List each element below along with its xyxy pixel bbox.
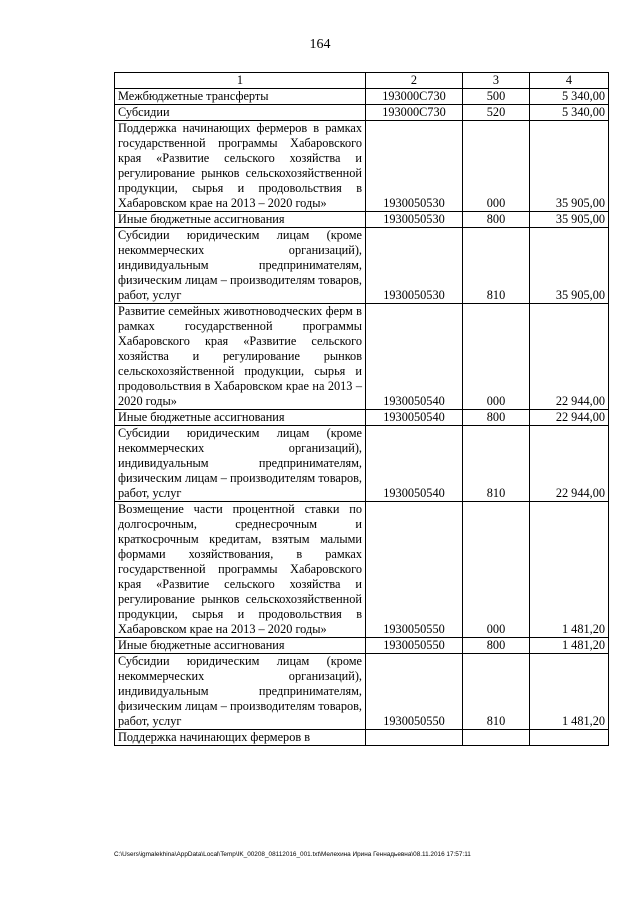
row-code-cell: 1930050550 [366, 502, 463, 638]
row-name-cell: Субсидии юридическим лицам (кроме некоммерческих организаций), индивидуальным предпринимателям, физическим лицам – производителям товаров, работ, услуг [115, 426, 366, 502]
table-row [115, 426, 609, 502]
row-amount-cell: 22 944,00 [530, 426, 609, 502]
row-type-cell: 800 [463, 212, 530, 228]
row-type-cell: 000 [463, 502, 530, 638]
column-header-2: 2 [366, 73, 463, 89]
table-row [115, 105, 609, 121]
table-row [115, 121, 609, 212]
row-code-cell: 1930050530 [366, 121, 463, 212]
row-amount-cell: 5 340,00 [530, 105, 609, 121]
row-type-cell: 810 [463, 654, 530, 730]
row-code-cell: 1930050550 [366, 638, 463, 654]
row-name-cell: Иные бюджетные ассигнования [115, 638, 366, 654]
row-type-cell [463, 730, 530, 746]
table-row [115, 89, 609, 105]
row-amount-cell: 1 481,20 [530, 502, 609, 638]
row-name-cell: Поддержка начинающих фермеров в [115, 730, 366, 746]
budget-table [114, 72, 609, 746]
row-code-cell: 193000С730 [366, 105, 463, 121]
table-row [115, 212, 609, 228]
table-row [115, 304, 609, 410]
column-header-3: 3 [463, 73, 530, 89]
row-name-cell: Иные бюджетные ассигнования [115, 212, 366, 228]
row-amount-cell: 35 905,00 [530, 228, 609, 304]
row-name-cell: Субсидии юридическим лицам (кроме некоммерческих организаций), индивидуальным предпринимателям, физическим лицам – производителям товаров, работ, услуг [115, 654, 366, 730]
row-type-cell: 810 [463, 426, 530, 502]
row-amount-cell: 35 905,00 [530, 212, 609, 228]
row-type-cell: 810 [463, 228, 530, 304]
row-code-cell: 1930050530 [366, 228, 463, 304]
row-amount-cell: 1 481,20 [530, 654, 609, 730]
row-type-cell: 500 [463, 89, 530, 105]
column-header-1: 1 [115, 73, 366, 89]
row-amount-cell: 1 481,20 [530, 638, 609, 654]
table-row [115, 410, 609, 426]
table-row [115, 730, 609, 746]
row-amount-cell: 22 944,00 [530, 410, 609, 426]
table-header-row [115, 73, 609, 89]
row-code-cell: 1930050540 [366, 304, 463, 410]
row-type-cell: 520 [463, 105, 530, 121]
row-name-cell: Развитие семейных животноводческих ферм в рамках государственной программы Хабаровского края «Развитие сельского хозяйства и регулирование рынков сельскохозяйственной продукции, сырья и продовольствия в Хабаровском крае на 2013 – 2020 годы» [115, 304, 366, 410]
row-name-cell: Поддержка начинающих фермеров в рамках государственной программы Хабаровского края «Развитие сельского хозяйства и регулирование рынков сельскохозяйственной продукции, сырья и продовольствия в Хабаровском крае на 2013 – 2020 годы» [115, 121, 366, 212]
row-code-cell: 1930050540 [366, 410, 463, 426]
row-type-cell: 000 [463, 304, 530, 410]
table-row [115, 502, 609, 638]
row-code-cell: 193000С730 [366, 89, 463, 105]
row-type-cell: 800 [463, 410, 530, 426]
row-name-cell: Межбюджетные трансферты [115, 89, 366, 105]
file-path-footer: C:\Users\igmalekhina\AppData\Local\Temp\IK_00208_08112016_001.txt\Мелехина Ирина Геннадьевна\08.11.2016 17:57:11 [114, 851, 471, 858]
row-amount-cell: 22 944,00 [530, 304, 609, 410]
row-code-cell [366, 730, 463, 746]
row-name-cell: Возмещение части процентной ставки по долгосрочным, среднесрочным и краткосрочным кредитам, взятым малыми формами хозяйствования, в рамках государственной программы Хабаровского края «Развитие сельского хозяйства и регулирование рынков сельскохозяйственной продукции, сырья и продовольствия в Хабаровском крае на 2013 – 2020 годы» [115, 502, 366, 638]
row-amount-cell: 5 340,00 [530, 89, 609, 105]
row-code-cell: 1930050540 [366, 426, 463, 502]
column-header-4: 4 [530, 73, 609, 89]
row-code-cell: 1930050530 [366, 212, 463, 228]
row-name-cell: Субсидии юридическим лицам (кроме некоммерческих организаций), индивидуальным предпринимателям, физическим лицам – производителям товаров, работ, услуг [115, 228, 366, 304]
page-number: 164 [309, 37, 331, 52]
row-amount-cell [530, 730, 609, 746]
row-type-cell: 000 [463, 121, 530, 212]
table-row [115, 638, 609, 654]
row-name-cell: Субсидии [115, 105, 366, 121]
table-row [115, 654, 609, 730]
row-name-cell: Иные бюджетные ассигнования [115, 410, 366, 426]
row-type-cell: 800 [463, 638, 530, 654]
row-code-cell: 1930050550 [366, 654, 463, 730]
table-row [115, 228, 609, 304]
row-amount-cell: 35 905,00 [530, 121, 609, 212]
